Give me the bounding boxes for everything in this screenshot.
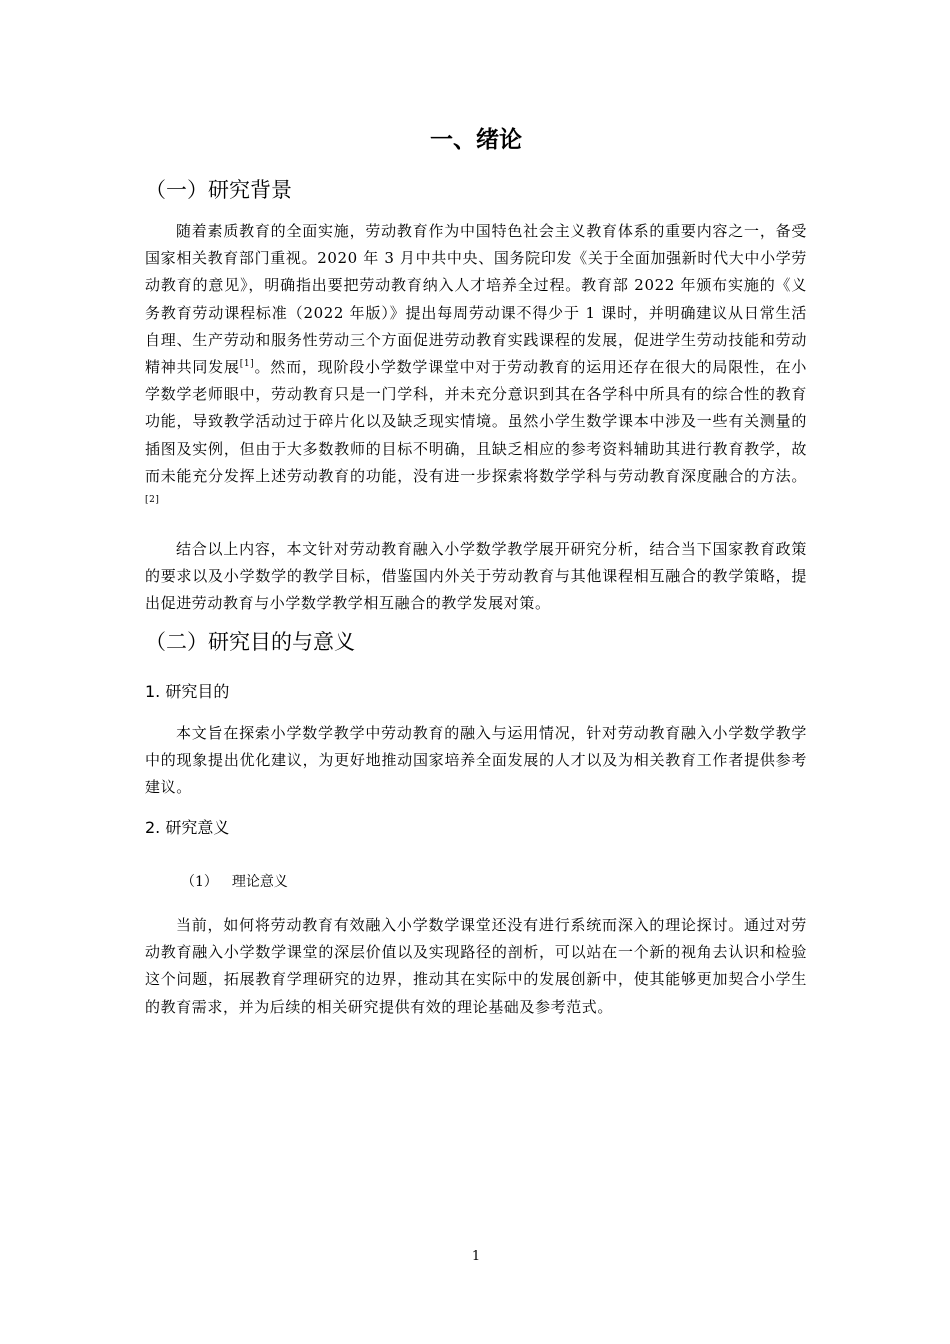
section-heading-background: （一）研究背景: [145, 178, 292, 202]
background-paragraph-1: [145, 218, 807, 517]
minor-heading-label: 理论意义: [231, 874, 288, 890]
page-number: 1: [471, 1249, 481, 1264]
theory-significance-paragraph: 当前，如何将劳动教育有效融入小学数学课堂还没有进行系统而深入的理论探讨。通过对劳动教育融入小学数学课堂的深层价值以及实现路径的剖析，可以站在一个新的视角去认识和检验这个问题，拓展教育学理研究的边界，推动其在实际中的发展创新中，使其能够更加契合小学生的教育需求，并为后续的相关研究提供有效的理论基础及参考范式。: [145, 916, 807, 1016]
subheading-research-significance: 2. 研究意义: [145, 818, 230, 837]
background-paragraph-1-text-a: 随着素质教育的全面实施，劳动教育作为中国特色社会主义教育体系的重要内容之一，备受国家相关教育部门重视。2020 年 3 月中共中央、国务院印发《关于全面加强新时代大中小学劳动教育的意见》，明确指出要把劳动教育纳入人才培养全过程。教育部 2022 年颁布实施的《义务教育劳动课程标准（2022 年版）》提出每周劳动课不得少于 1 课时，并明确建议从日常生活自理、生产劳动和服务性劳动三个方面促进劳动教育实践课程的发展，促进学生劳动技能和劳动精神共同发展: [145, 222, 807, 377]
section-heading-purpose: （二）研究目的与意义: [145, 630, 355, 654]
research-goal-paragraph: 本文旨在探索小学数学教学中劳动教育的融入与运用情况，针对劳动教育融入小学数学教学中的现象提出优化建议，为更好地推动国家培养全面发展的人才以及为相关教育工作者提供参考建议。: [145, 724, 807, 797]
citation-1: [1]: [239, 359, 255, 370]
minor-heading-theory: [181, 871, 288, 893]
citation-2: [2]: [145, 495, 160, 506]
background-paragraph-2: 结合以上内容，本文针对劳动教育融入小学数学教学展开研究分析，结合当下国家教育政策的要求以及小学数学的教学目标，借鉴国内外关于劳动教育与其他课程相互融合的教学策略，提出促进劳动教育与小学数学教学相互融合的教学发展对策。: [145, 540, 807, 613]
subheading-research-goal: 1. 研究目的: [145, 682, 230, 701]
minor-heading-number: （1）: [181, 874, 218, 890]
document-page: [145, 0, 807, 1344]
chapter-title: 一、绪论: [430, 127, 522, 153]
background-paragraph-1-text-b: 。然而，现阶段小学数学课堂中对于劳动教育的运用还存在很大的局限性，在小学数学老师眼中，劳动教育只是一门学科，并未充分意识到其在各学科中所具有的综合性的教育功能，导致教学活动过于碎片化以及缺乏现实情境。虽然小学生数学课本中涉及一些有关测量的插图及实例，但由于大多数教师的目标不明确，且缺乏相应的参考资料辅助其进行教育教学，故而未能充分发挥上述劳动教育的功能，没有进一步探索将数学学科与劳动教育深度融合的方法。: [145, 358, 807, 485]
